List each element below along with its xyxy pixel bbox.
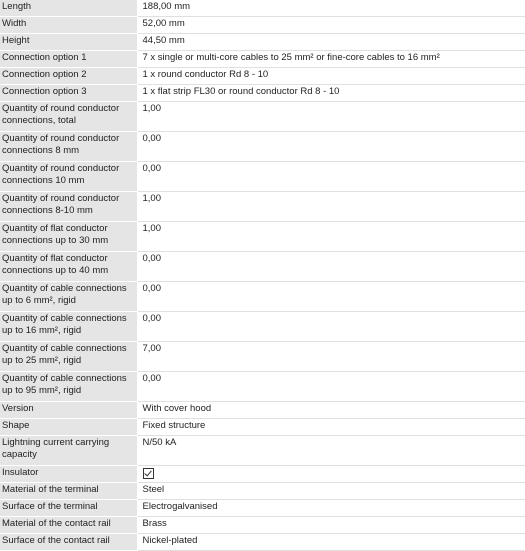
spec-value: 0,00 <box>137 282 525 312</box>
spec-value: 0,00 <box>137 252 525 282</box>
spec-value: 0,00 <box>137 162 525 192</box>
spec-row-length <box>0 0 525 17</box>
spec-value: 1,00 <box>137 102 525 132</box>
spec-row-connection-option-1 <box>0 51 525 68</box>
spec-row-lightning-current <box>0 436 525 466</box>
spec-value: 7 x single or multi-core cables to 25 mm² or fine-core cables to 16 mm² <box>137 51 525 68</box>
spec-row-terminal-material <box>0 483 525 500</box>
spec-row-terminal-surface <box>0 500 525 517</box>
spec-label: Connection option 2 <box>0 68 137 85</box>
spec-row-width <box>0 17 525 34</box>
spec-label: Quantity of round conductor connections 8 mm <box>2 133 120 156</box>
spec-row-flat-conductor-40mm <box>0 252 525 282</box>
spec-value-icon <box>137 466 525 483</box>
spec-label: Quantity of flat conductor connections up to 40 mm <box>2 253 109 276</box>
spec-value: 188,00 mm <box>137 0 525 17</box>
spec-row-cable-95mm2 <box>0 372 525 402</box>
spec-label: Lightning current carrying capacity <box>2 437 110 460</box>
spec-row-cable-6mm2 <box>0 282 525 312</box>
spec-row-contact-rail-surface <box>0 534 525 551</box>
spec-label: Quantity of cable connections up to 25 mm², rigid <box>2 343 127 366</box>
spec-row-round-conductor-total <box>0 102 525 132</box>
spec-value: Electrogalvanised <box>137 500 525 517</box>
spec-value: Fixed structure <box>137 419 525 436</box>
spec-value: 1 x round conductor Rd 8 - 10 <box>137 68 525 85</box>
spec-label: Connection option 1 <box>0 51 137 68</box>
spec-value: 1,00 <box>137 192 525 222</box>
spec-label: Version <box>0 402 137 419</box>
spec-row-version <box>0 402 525 419</box>
spec-value: Brass <box>137 517 525 534</box>
spec-label: Material of the contact rail <box>0 517 137 534</box>
spec-row-contact-rail-material <box>0 517 525 534</box>
spec-row-connection-option-3 <box>0 85 525 102</box>
spec-label: Surface of the terminal <box>0 500 137 517</box>
spec-value: 0,00 <box>137 132 525 162</box>
spec-label: Surface of the contact rail <box>0 534 137 551</box>
spec-label: Quantity of cable connections up to 95 mm², rigid <box>2 373 127 396</box>
spec-label: Quantity of round conductor connections, total <box>2 103 120 126</box>
spec-row-round-conductor-10mm <box>0 162 525 192</box>
spec-value: 1,00 <box>137 222 525 252</box>
spec-value: N/50 kA <box>137 436 525 466</box>
spec-value: 1 x flat strip FL30 or round conductor Rd 8 - 10 <box>137 85 525 102</box>
spec-value: 0,00 <box>137 372 525 402</box>
spec-row-round-conductor-8-10mm <box>0 192 525 222</box>
spec-label: Shape <box>0 419 137 436</box>
spec-label: Quantity of round conductor connections 8-10 mm <box>2 193 120 216</box>
spec-label: Insulator <box>0 466 137 483</box>
spec-label: Length <box>0 0 137 17</box>
spec-row-cable-25mm2 <box>0 342 525 372</box>
spec-label: Quantity of cable connections up to 6 mm², rigid <box>2 283 127 306</box>
spec-row-connection-option-2 <box>0 68 525 85</box>
spec-label: Material of the terminal <box>0 483 137 500</box>
spec-row-shape <box>0 419 525 436</box>
spec-value: 52,00 mm <box>137 17 525 34</box>
spec-value: Nickel-plated <box>137 534 525 551</box>
spec-row-insulator <box>0 466 525 483</box>
spec-value: 7,00 <box>137 342 525 372</box>
spec-value: Steel <box>137 483 525 500</box>
spec-label: Quantity of flat conductor connections up to 30 mm <box>2 223 109 246</box>
spec-value: With cover hood <box>137 402 525 419</box>
spec-label: Width <box>0 17 137 34</box>
spec-row-flat-conductor-30mm <box>0 222 525 252</box>
checkbox-checked-icon <box>143 468 154 479</box>
spec-label: Quantity of cable connections up to 16 mm², rigid <box>2 313 127 336</box>
spec-row-cable-16mm2 <box>0 312 525 342</box>
spec-value: 44,50 mm <box>137 34 525 51</box>
spec-row-height <box>0 34 525 51</box>
spec-value: 0,00 <box>137 312 525 342</box>
spec-row-round-conductor-8mm <box>0 132 525 162</box>
spec-label: Connection option 3 <box>0 85 137 102</box>
spec-label: Height <box>0 34 137 51</box>
spec-label: Quantity of round conductor connections 10 mm <box>2 163 120 186</box>
